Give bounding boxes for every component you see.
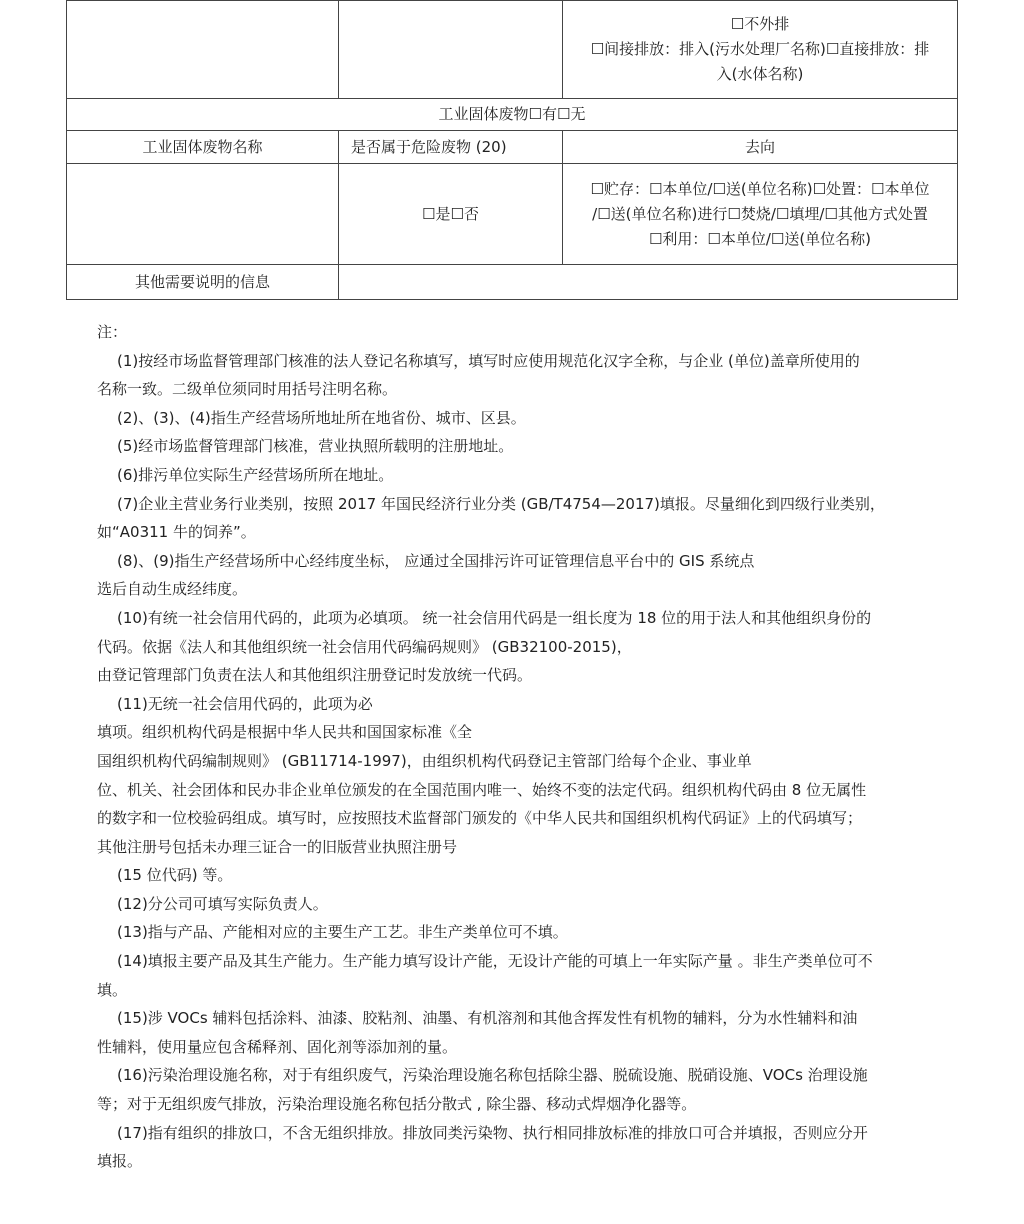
note-line: 填报。 [97,1152,143,1171]
note-line: (15)涉 VOCs 辅料包括涂料、油漆、胶粘剂、油墨、有机溶剂和其他含挥发性有机物的辅料，分为水性辅料和油 [117,1009,858,1028]
utilization-options[interactable]: ☐利用：☐本单位/☐送(单位名称) [648,229,872,248]
waste-name-input[interactable] [67,164,339,265]
note-line: 名称一致。二级单位须同时用括号注明名称。 [97,380,398,399]
indirect-direct-discharge-label[interactable]: ☐间接排放：排入(污水处理厂名称)☐直接排放：排 [590,40,930,58]
note-line: (2)、(3)、(4)指生产经营场所地址所在地省份、城市、区县。 [117,408,526,427]
note-line: (7)企业主营业务行业类别，按照 2017 年国民经济行业分类 (GB/T4754—2017)填报。尽量细化到四级行业类别， [117,494,885,513]
notes-heading: 注： [97,323,128,341]
destination-options-cell [563,164,958,265]
note-line: 填。 [97,980,128,999]
note-line: 性辅料，使用量应包含稀释剂、固化剂等添加剂的量。 [97,1037,458,1056]
column-header-row [67,131,958,164]
note-line: (14)填报主要产品及其生产能力。生产能力填写设计产能，无设计产能的可填上一年实际产量 。非生产类单位可不 [117,952,873,971]
note-line: (12)分公司可填写实际负责人。 [117,894,328,913]
other-info-label: 其他需要说明的信息 [67,265,339,300]
disposal-method-options[interactable]: /☐送(单位名称)进行☐焚烧/☐填埋/☐其他方式处置 [592,204,928,223]
note-line: 的数字和一位校验码组成。填写时，应按照技术监督部门颁发的《中华人民共和国组织机构代码证》上的代码填写； [97,809,863,828]
solid-waste-header[interactable]: 工业固体废物☐有☐无 [67,99,958,131]
waste-entry-row [67,164,958,265]
note-line: (8)、(9)指生产经营场所中心经纬度坐标， 应通过全国排污许可证管理信息平台中的 GIS 系统点 [117,551,755,570]
discharge-empty-cell-2 [339,1,563,99]
hazardous-choice[interactable]: ☐是☐否 [339,164,563,265]
discharge-options-cell [563,1,958,99]
note-line: 等；对于无组织废气排放，污染治理设施名称包括分散式 , 除尘器、移动式焊烟净化器等。 [97,1095,697,1114]
note-line: (13)指与产品、产能相对应的主要生产工艺。非生产类单位可不填。 [117,923,568,942]
water-body-label: 入(水体名称) [716,65,804,83]
note-line: 国组织机构代码编制规则》 (GB11714-1997)，由组织机构代码登记主管部门给每个企业、事业单 [97,751,752,770]
note-line: (5)经市场监督管理部门核准，营业执照所载明的注册地址。 [117,437,514,456]
no-discharge-checkbox-label[interactable]: ☐不外排 [730,15,790,33]
discharge-empty-cell-1 [67,1,339,99]
note-line: (15 位代码) 等。 [117,866,233,885]
storage-disposal-options[interactable]: ☐贮存：☐本单位/☐送(单位名称)☐处置：☐本单位 [590,179,930,198]
other-info-row [67,265,958,300]
note-line: (17)指有组织的排放口，不含无组织排放。排放同类污染物、执行相同排放标准的排放口可合并填报，否则应分开 [117,1123,868,1142]
note-line: 如“A0311 牛的饲养”。 [97,523,256,542]
other-info-input[interactable] [339,265,958,300]
waste-name-header: 工业固体废物名称 [67,131,339,164]
note-line: (10)有统一社会信用代码的，此项为必填项。 统一社会信用代码是一组长度为 18 位的用于法人和其他组织身份的 [117,608,872,627]
destination-header: 去向 [563,131,958,164]
note-line: (1)按经市场监督管理部门核准的法人登记名称填写，填写时应使用规范化汉字全称，与企业 (单位)盖章所使用的 [117,351,860,370]
hazardous-waste-header: 是否属于危险废物 (20) [339,131,563,164]
discharge-row [67,1,958,99]
note-line: 位、机关、社会团体和民办非企业单位颁发的在全国范围内唯一、始终不变的法定代码。组织机构代码由 8 位无属性 [97,780,867,799]
notes-section [97,318,967,1176]
note-line: (16)污染治理设施名称，对于有组织废气，污染治理设施名称包括除尘器、脱硫设施、脱硝设施、VOCs 治理设施 [117,1066,868,1085]
note-line: (6)排污单位实际生产经营场所所在地址。 [117,465,394,484]
pollution-form-table [66,0,958,300]
note-line: 选后自动生成经纬度。 [97,580,248,599]
note-line: 填项。组织机构代码是根据中华人民共和国国家标准《全 [97,723,473,742]
note-line: (11)无统一社会信用代码的，此项为必 [117,694,373,713]
note-line: 由登记管理部门负责在法人和其他组织注册登记时发放统一代码。 [97,666,533,685]
note-line: 代码。依据《法人和其他组织统一社会信用代码编码规则》 (GB32100-2015)， [97,637,632,656]
note-line: 其他注册号包括未办理三证合一的旧版营业执照注册号 [97,837,458,856]
solid-waste-header-row [67,99,958,131]
